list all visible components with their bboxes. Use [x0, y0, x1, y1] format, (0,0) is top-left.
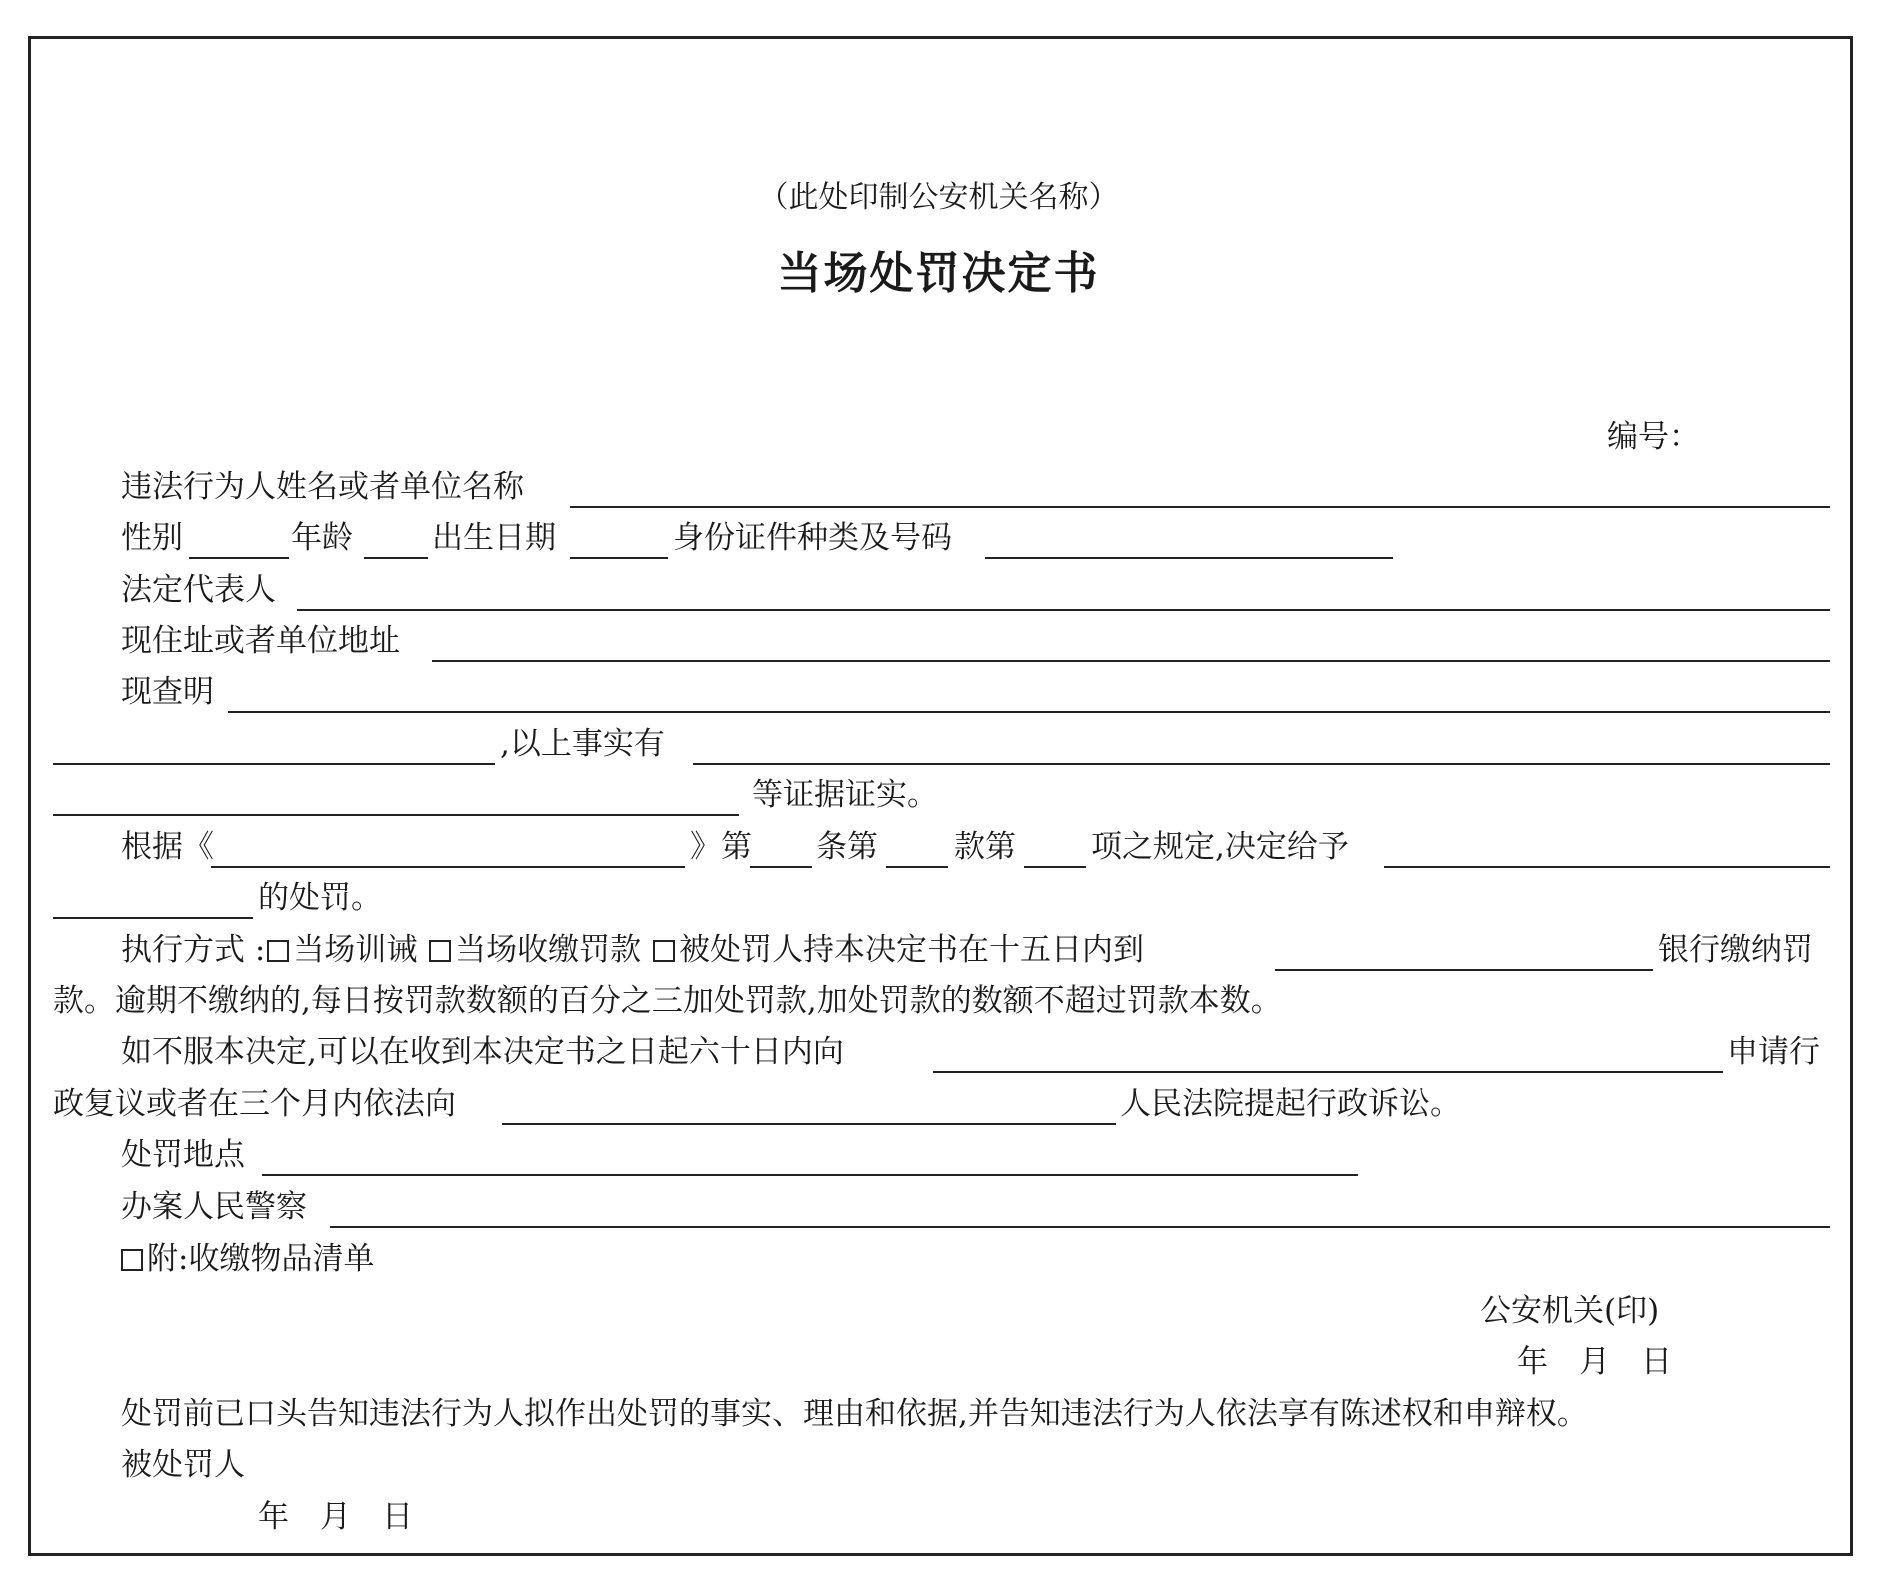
bank-name-field[interactable]: [1275, 969, 1653, 971]
seal-label: 公安机关(印): [1480, 1293, 1660, 1329]
penalty-field[interactable]: [1384, 866, 1830, 868]
id-document-field[interactable]: [985, 557, 1393, 559]
serial-number-label: 编号：: [1607, 419, 1700, 455]
officer-field[interactable]: [330, 1226, 1830, 1228]
checkbox-reprimand[interactable]: [267, 940, 289, 962]
age-field[interactable]: [364, 557, 428, 559]
facts-label: ,以上事实有: [500, 726, 665, 762]
execution-label: 执行方式 :: [121, 932, 266, 968]
legal-rep-label: 法定代表人: [121, 572, 276, 608]
law-name-field[interactable]: [211, 866, 685, 868]
article-field[interactable]: [750, 866, 812, 868]
bank-suffix: 银行缴纳罚: [1658, 932, 1813, 968]
id-document-label: 身份证件种类及号码: [673, 520, 952, 556]
age-label: 年龄: [291, 520, 353, 556]
place-field[interactable]: [262, 1174, 1358, 1176]
findings-field[interactable]: [228, 711, 1830, 713]
gender-field[interactable]: [189, 557, 289, 559]
evidence-label: 等证据证实。: [752, 777, 938, 813]
penalty-suffix: 的处罚。: [258, 880, 382, 916]
document-title: 当场处罚决定书: [777, 248, 1100, 299]
penalized-label: 被处罚人: [121, 1447, 245, 1483]
appeal-text-2a: 政复议或者在三个月内依法向: [53, 1086, 456, 1122]
evidence-field[interactable]: [693, 763, 1830, 765]
penalized-date: 年 月 日: [258, 1499, 413, 1535]
checkbox-attachment[interactable]: [121, 1249, 143, 1271]
article-label: 》第: [690, 829, 752, 865]
gender-label: 性别: [121, 520, 183, 556]
attachment-label: 附:收缴物品清单: [147, 1241, 375, 1277]
late-payment-text: 款。逾期不缴纳的,每日按罚款数额的百分之三加处罚款,加处罚款的数额不超过罚款本数。: [53, 983, 1282, 1019]
decision-label: 项之规定,决定给予: [1091, 829, 1349, 865]
checkbox-collect-fine[interactable]: [429, 940, 451, 962]
address-field[interactable]: [432, 660, 1830, 662]
clause-label: 条第: [816, 829, 878, 865]
legal-rep-field[interactable]: [297, 609, 1830, 611]
attachment-row: [121, 1239, 374, 1279]
basis-label: 根据《: [121, 829, 214, 865]
findings-field-cont[interactable]: [53, 763, 495, 765]
place-label: 处罚地点: [121, 1137, 245, 1173]
reprimand-label: 当场训诫: [293, 932, 418, 968]
seal-date: 年 月 日: [1517, 1344, 1672, 1380]
item-label: 款第: [954, 829, 1016, 865]
findings-label: 现查明: [121, 674, 214, 710]
review-authority-field[interactable]: [933, 1071, 1723, 1073]
court-field[interactable]: [502, 1123, 1116, 1125]
penalty-field-cont[interactable]: [53, 917, 253, 919]
appeal-text-2b: 人民法院提起行政诉讼。: [1120, 1086, 1461, 1122]
item-field[interactable]: [1024, 866, 1086, 868]
notice-text: 处罚前已口头告知违法行为人拟作出处罚的事实、理由和依据,并告知违法行为人依法享有陈述权和申辩权。: [121, 1396, 1588, 1432]
offender-name-field[interactable]: [570, 506, 1830, 508]
address-label: 现住址或者单位地址: [121, 623, 400, 659]
collect-fine-label: 当场收缴罚款: [455, 932, 642, 968]
clause-field[interactable]: [886, 866, 948, 868]
org-name-placeholder: （此处印制公安机关名称）: [758, 180, 1119, 215]
execution-row: [121, 930, 1144, 970]
evidence-field-cont[interactable]: [53, 814, 739, 816]
offender-name-label: 违法行为人姓名或者单位名称: [121, 469, 524, 505]
appeal-text: 如不服本决定,可以在收到本决定书之日起六十日内向: [121, 1034, 844, 1070]
appeal-apply-text: 申请行: [1727, 1034, 1820, 1070]
birth-date-label: 出生日期: [432, 520, 556, 556]
birth-date-field[interactable]: [570, 557, 668, 559]
officer-label: 办案人民警察: [121, 1189, 307, 1225]
bank-payment-label: 被处罚人持本决定书在十五日内到: [679, 932, 1145, 968]
checkbox-bank-payment[interactable]: [653, 940, 675, 962]
